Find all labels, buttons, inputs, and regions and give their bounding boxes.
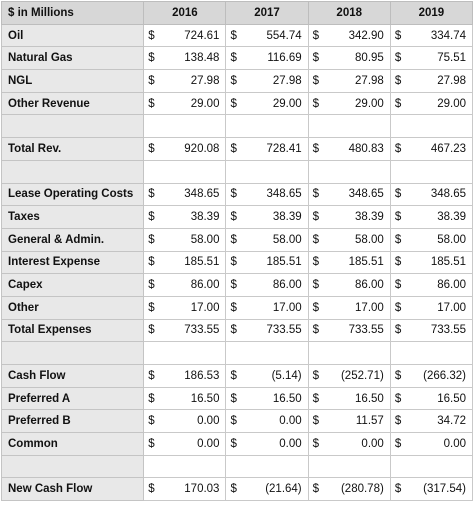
value-cell[interactable]	[308, 296, 390, 319]
row-label-cell[interactable]: Other Revenue	[2, 92, 144, 115]
value-cell[interactable]	[308, 92, 390, 115]
table-row-ngl	[2, 70, 473, 93]
value-cell[interactable]	[144, 70, 226, 93]
value-cell[interactable]	[308, 228, 390, 251]
row-label-cell[interactable]: Preferred A	[2, 387, 144, 410]
cell-value: 185.51	[348, 256, 384, 269]
value-cell[interactable]	[144, 92, 226, 115]
cell-value: 138.48	[184, 52, 220, 65]
spacer-row	[2, 455, 473, 478]
row-label-cell[interactable]	[2, 455, 144, 478]
value-cell[interactable]	[144, 274, 226, 297]
row-label-cell[interactable]: Other	[2, 296, 144, 319]
row-label-cell[interactable]: Total Rev.	[2, 138, 144, 161]
empty-cell[interactable]	[226, 160, 308, 183]
cell-value: 348.65	[348, 188, 384, 201]
value-cell[interactable]	[390, 410, 472, 433]
cell-value: 334.74	[430, 29, 466, 42]
cell-value: 480.83	[348, 142, 384, 155]
currency-symbol: $	[230, 324, 237, 337]
row-label-cell[interactable]: NGL	[2, 70, 144, 93]
currency-symbol: $	[230, 415, 237, 428]
currency-symbol: $	[148, 142, 155, 155]
currency-symbol: $	[312, 369, 320, 382]
cell-value: 724.61	[184, 29, 220, 42]
currency-symbol: $	[312, 97, 320, 110]
currency-symbol: $	[394, 52, 402, 65]
currency-symbol: $	[394, 74, 402, 87]
table-row-preferred-a	[2, 387, 473, 410]
cell-value: 86.00	[272, 279, 302, 292]
value-cell[interactable]	[308, 24, 390, 47]
value-cell[interactable]	[144, 296, 226, 319]
empty-cell[interactable]	[390, 115, 472, 138]
table-body	[2, 24, 473, 500]
row-label-cell[interactable]: Natural Gas	[2, 47, 144, 70]
cell-value: 27.98	[355, 74, 384, 87]
currency-symbol: $	[230, 279, 237, 292]
value-cell[interactable]	[390, 433, 472, 456]
row-label-cell[interactable]: Oil	[2, 24, 144, 47]
cell-value: 342.90	[348, 29, 384, 42]
table-row-other	[2, 296, 473, 319]
cell-value: 86.00	[190, 279, 220, 292]
value-cell[interactable]	[390, 251, 472, 274]
spacer-row	[2, 160, 473, 183]
value-cell[interactable]	[144, 478, 226, 501]
currency-symbol: $	[148, 233, 155, 246]
currency-symbol: $	[312, 142, 320, 155]
header-row	[2, 2, 473, 25]
table-row-interest-expense	[2, 251, 473, 274]
value-cell[interactable]	[144, 206, 226, 229]
currency-symbol: $	[312, 74, 320, 87]
table-row-capex	[2, 274, 473, 297]
value-cell[interactable]	[308, 47, 390, 70]
cell-value: (252.71)	[340, 369, 384, 382]
value-cell[interactable]	[390, 387, 472, 410]
value-cell[interactable]	[226, 433, 308, 456]
currency-symbol: $	[312, 52, 320, 65]
table-row-natural-gas	[2, 47, 473, 70]
cell-value: 348.65	[184, 188, 220, 201]
empty-cell[interactable]	[226, 115, 308, 138]
cell-value: 185.51	[184, 256, 220, 269]
row-label-cell[interactable]: Interest Expense	[2, 251, 144, 274]
value-cell[interactable]	[308, 410, 390, 433]
currency-symbol: $	[148, 256, 155, 269]
cell-value: 27.98	[272, 74, 302, 87]
empty-cell[interactable]	[308, 115, 390, 138]
currency-symbol: $	[148, 483, 155, 496]
value-cell[interactable]	[390, 274, 472, 297]
empty-cell[interactable]	[390, 160, 472, 183]
table-row-new-cash-flow	[2, 478, 473, 501]
table-row-cash-flow	[2, 365, 473, 388]
cell-value: 16.50	[190, 392, 220, 405]
table-row-common	[2, 433, 473, 456]
currency-symbol: $	[148, 324, 155, 337]
cell-value: 0.00	[279, 437, 302, 450]
cell-value: 29.00	[437, 97, 466, 110]
cell-value: 38.39	[190, 211, 220, 224]
value-cell[interactable]	[226, 228, 308, 251]
currency-symbol: $	[230, 188, 237, 201]
value-cell[interactable]	[390, 365, 472, 388]
value-cell[interactable]	[226, 138, 308, 161]
currency-symbol: $	[312, 392, 320, 405]
value-cell[interactable]	[308, 70, 390, 93]
row-label-cell[interactable]: Taxes	[2, 206, 144, 229]
value-cell[interactable]	[390, 206, 472, 229]
value-cell[interactable]	[308, 365, 390, 388]
cell-value: 733.55	[430, 324, 466, 337]
value-cell[interactable]	[144, 251, 226, 274]
cell-value: 733.55	[266, 324, 302, 337]
cell-value: 11.57	[355, 415, 384, 428]
currency-symbol: $	[312, 233, 320, 246]
value-cell[interactable]	[226, 92, 308, 115]
table-row-taxes	[2, 206, 473, 229]
currency-symbol: $	[230, 256, 237, 269]
currency-symbol: $	[312, 188, 320, 201]
empty-cell[interactable]	[144, 160, 226, 183]
currency-symbol: $	[230, 211, 237, 224]
row-label-cell[interactable]: Capex	[2, 274, 144, 297]
row-label-cell[interactable]: Common	[2, 433, 144, 456]
currency-symbol: $	[394, 29, 402, 42]
table-row-total-expenses	[2, 319, 473, 342]
cell-value: (317.54)	[423, 483, 466, 496]
cell-value: 58.00	[437, 233, 466, 246]
currency-symbol: $	[148, 211, 155, 224]
cell-value: 920.08	[184, 142, 220, 155]
value-cell[interactable]	[226, 274, 308, 297]
currency-symbol: $	[394, 97, 402, 110]
cell-value: 29.00	[272, 97, 302, 110]
cell-value: 0.00	[361, 437, 384, 450]
currency-symbol: $	[394, 188, 402, 201]
value-cell[interactable]	[144, 365, 226, 388]
header-year-cell[interactable]: 2018	[308, 2, 390, 25]
value-cell[interactable]	[308, 138, 390, 161]
cell-value: 170.03	[184, 483, 220, 496]
cell-value: 16.50	[272, 392, 302, 405]
header-year-cell[interactable]: 2019	[390, 2, 472, 25]
currency-symbol: $	[148, 437, 155, 450]
empty-cell[interactable]	[390, 342, 472, 365]
currency-symbol: $	[312, 437, 320, 450]
value-cell[interactable]	[308, 274, 390, 297]
value-cell[interactable]	[144, 433, 226, 456]
cell-value: 185.51	[430, 256, 466, 269]
currency-symbol: $	[394, 392, 402, 405]
currency-symbol: $	[230, 29, 237, 42]
cell-value: 16.50	[355, 392, 384, 405]
currency-symbol: $	[148, 279, 155, 292]
currency-symbol: $	[312, 211, 320, 224]
currency-symbol: $	[148, 29, 155, 42]
value-cell[interactable]	[226, 296, 308, 319]
value-cell[interactable]	[226, 478, 308, 501]
currency-symbol: $	[230, 233, 237, 246]
cell-value: 186.53	[184, 369, 220, 382]
cell-value: 348.65	[430, 188, 466, 201]
currency-symbol: $	[148, 369, 155, 382]
spacer-row	[2, 115, 473, 138]
row-label-cell[interactable]	[2, 342, 144, 365]
currency-symbol: $	[148, 392, 155, 405]
currency-symbol: $	[230, 52, 237, 65]
cell-value: 0.00	[197, 415, 220, 428]
currency-symbol: $	[148, 97, 155, 110]
empty-cell[interactable]	[226, 455, 308, 478]
cell-value: 554.74	[266, 29, 302, 42]
spacer-row	[2, 342, 473, 365]
value-cell[interactable]	[226, 183, 308, 206]
value-cell[interactable]	[144, 387, 226, 410]
empty-cell[interactable]	[226, 342, 308, 365]
cell-value: 17.00	[190, 301, 220, 314]
cell-value: 116.69	[267, 52, 302, 65]
cell-value: 17.00	[272, 301, 302, 314]
cell-value: 467.23	[430, 142, 466, 155]
value-cell[interactable]	[390, 47, 472, 70]
value-cell[interactable]	[144, 228, 226, 251]
value-cell[interactable]	[390, 296, 472, 319]
row-label-cell[interactable]: General & Admin.	[2, 228, 144, 251]
cell-value: 58.00	[355, 233, 384, 246]
currency-symbol: $	[394, 233, 402, 246]
cell-value: 86.00	[437, 279, 466, 292]
currency-symbol: $	[230, 142, 237, 155]
table-row-total-rev	[2, 138, 473, 161]
currency-symbol: $	[394, 415, 402, 428]
value-cell[interactable]	[390, 24, 472, 47]
cell-value: 728.41	[266, 142, 302, 155]
currency-symbol: $	[312, 29, 320, 42]
empty-cell[interactable]	[308, 455, 390, 478]
currency-symbol: $	[230, 392, 237, 405]
row-label-cell[interactable]: New Cash Flow	[2, 478, 144, 501]
cell-value: 38.39	[437, 211, 466, 224]
cell-value: 185.51	[266, 256, 302, 269]
empty-cell[interactable]	[144, 115, 226, 138]
header-year-cell[interactable]: 2016	[144, 2, 226, 25]
value-cell[interactable]	[144, 24, 226, 47]
currency-symbol: $	[230, 369, 237, 382]
cell-value: 75.51	[437, 52, 466, 65]
table-row-lease-operating-costs	[2, 183, 473, 206]
cell-value: 80.95	[355, 52, 384, 65]
cell-value: 27.98	[437, 74, 466, 87]
currency-symbol: $	[148, 188, 155, 201]
value-cell[interactable]	[390, 478, 472, 501]
value-cell[interactable]	[390, 183, 472, 206]
value-cell[interactable]	[144, 183, 226, 206]
currency-symbol: $	[312, 279, 320, 292]
row-label-cell[interactable]	[2, 160, 144, 183]
value-cell[interactable]	[226, 24, 308, 47]
cell-value: 17.00	[355, 301, 384, 314]
cell-value: 17.00	[437, 301, 466, 314]
cell-value: 733.55	[348, 324, 384, 337]
value-cell[interactable]	[226, 387, 308, 410]
cell-value: 0.00	[197, 437, 220, 450]
currency-symbol: $	[394, 437, 402, 450]
header-label-cell[interactable]: $ in Millions	[2, 2, 144, 25]
cell-value: (5.14)	[271, 369, 302, 382]
cell-value: 0.00	[279, 415, 302, 428]
value-cell[interactable]	[226, 206, 308, 229]
currency-symbol: $	[148, 301, 155, 314]
currency-symbol: $	[230, 483, 237, 496]
empty-cell[interactable]	[144, 455, 226, 478]
cell-value: 34.72	[437, 415, 466, 428]
row-label-cell[interactable]: Cash Flow	[2, 365, 144, 388]
currency-symbol: $	[230, 97, 237, 110]
table-row-general-and-admin	[2, 228, 473, 251]
currency-symbol: $	[394, 483, 402, 496]
value-cell[interactable]	[226, 410, 308, 433]
cell-value: 16.50	[437, 392, 466, 405]
value-cell[interactable]	[226, 47, 308, 70]
row-label-cell[interactable]: Preferred B	[2, 410, 144, 433]
value-cell[interactable]	[390, 70, 472, 93]
cell-value: 0.00	[443, 437, 466, 450]
currency-symbol: $	[394, 301, 402, 314]
currency-symbol: $	[230, 74, 237, 87]
value-cell[interactable]	[226, 70, 308, 93]
header-year-cell[interactable]: 2017	[226, 2, 308, 25]
value-cell[interactable]	[226, 251, 308, 274]
currency-symbol: $	[312, 256, 320, 269]
cell-value: (280.78)	[340, 483, 384, 496]
cell-value: 38.39	[272, 211, 302, 224]
cell-value: (266.32)	[423, 369, 466, 382]
cell-value: 38.39	[355, 211, 384, 224]
value-cell[interactable]	[226, 319, 308, 342]
cell-value: (21.64)	[265, 483, 302, 496]
value-cell[interactable]	[308, 387, 390, 410]
currency-symbol: $	[148, 52, 155, 65]
empty-cell[interactable]	[144, 342, 226, 365]
row-label-cell[interactable]: Total Expenses	[2, 319, 144, 342]
cash-flow-table	[1, 1, 473, 501]
cell-value: 58.00	[272, 233, 302, 246]
cell-value: 86.00	[355, 279, 384, 292]
value-cell[interactable]	[144, 410, 226, 433]
value-cell[interactable]	[308, 319, 390, 342]
currency-symbol: $	[230, 437, 237, 450]
value-cell[interactable]	[226, 365, 308, 388]
table-row-oil	[2, 24, 473, 47]
currency-symbol: $	[312, 483, 320, 496]
value-cell[interactable]	[390, 138, 472, 161]
row-label-cell[interactable]	[2, 115, 144, 138]
currency-symbol: $	[394, 279, 402, 292]
currency-symbol: $	[312, 301, 320, 314]
table-row-other-revenue	[2, 92, 473, 115]
value-cell[interactable]	[390, 92, 472, 115]
currency-symbol: $	[394, 211, 402, 224]
cell-value: 29.00	[190, 97, 220, 110]
cell-value: 58.00	[190, 233, 220, 246]
value-cell[interactable]	[144, 319, 226, 342]
row-label-cell[interactable]: Lease Operating Costs	[2, 183, 144, 206]
currency-symbol: $	[312, 324, 320, 337]
empty-cell[interactable]	[390, 455, 472, 478]
value-cell[interactable]	[390, 228, 472, 251]
currency-symbol: $	[148, 74, 155, 87]
value-cell[interactable]	[144, 47, 226, 70]
value-cell[interactable]	[308, 433, 390, 456]
currency-symbol: $	[230, 301, 237, 314]
empty-cell[interactable]	[308, 160, 390, 183]
currency-symbol: $	[312, 415, 320, 428]
table-row-preferred-b	[2, 410, 473, 433]
value-cell[interactable]	[308, 478, 390, 501]
currency-symbol: $	[394, 369, 402, 382]
cell-value: 29.00	[355, 97, 384, 110]
value-cell[interactable]	[390, 319, 472, 342]
value-cell[interactable]	[308, 183, 390, 206]
value-cell[interactable]	[308, 206, 390, 229]
currency-symbol: $	[394, 256, 402, 269]
cell-value: 733.55	[184, 324, 220, 337]
currency-symbol: $	[148, 415, 155, 428]
currency-symbol: $	[394, 142, 402, 155]
currency-symbol: $	[394, 324, 402, 337]
value-cell[interactable]	[308, 251, 390, 274]
cell-value: 348.65	[266, 188, 302, 201]
value-cell[interactable]	[144, 138, 226, 161]
cell-value: 27.98	[190, 74, 220, 87]
empty-cell[interactable]	[308, 342, 390, 365]
